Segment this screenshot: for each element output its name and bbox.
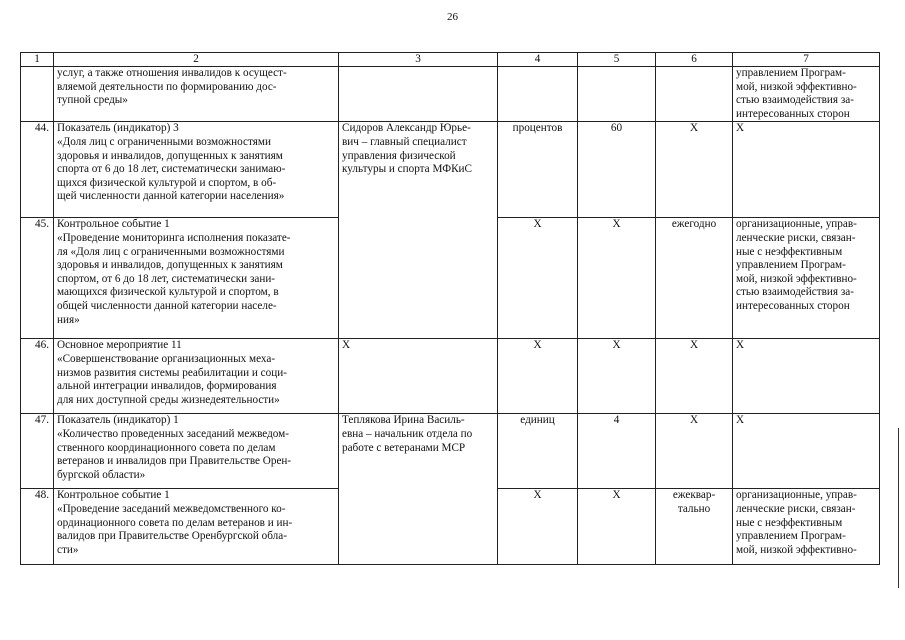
header-cell: 5	[578, 53, 656, 67]
unit-cell: единиц	[498, 414, 578, 489]
table-row	[21, 67, 880, 122]
event-name-cell: Основное мероприятие 11 «Совершенствование организационных меха- низмов развития системы реабилитации и соци- альной интеграции инвалидов, формирования для них доступной среды жизнедеятельности»	[54, 339, 339, 414]
value-cell: X	[578, 218, 656, 339]
event-name-cell: Контрольное событие 1 «Проведение мониторинга исполнения показате- ля «Доля лиц с ограниченными возможностями здоровья и инвалидов, допущенных к занятиям спортом, от 6 до 18 лет, систематически зани- мающихся физической культурой и спортом, в общей численности данной категории населе- ния»	[54, 218, 339, 339]
event-name-cell: Показатель (индикатор) 1 «Количество проведенных заседаний межведом- ственного координационного совета по делам ветеранов и инвалидов при Правительстве Орен- бургской области»	[54, 414, 339, 489]
value-cell	[578, 67, 656, 122]
table-row	[21, 414, 880, 489]
period-cell: X	[656, 339, 733, 414]
period-cell: X	[656, 122, 733, 218]
risk-cell: организационные, управ- ленческие риски, связан- ные с неэффективным управлением Програм- мой, низкой эффективно-	[733, 489, 880, 565]
responsible-cell: Теплякова Ирина Василь- евна – начальник отдела по работе с ветеранами МСР	[339, 414, 498, 565]
responsible-cell	[339, 67, 498, 122]
event-name-cell: Показатель (индикатор) 3 «Доля лиц с ограниченными возможностями здоровья и инвалидов, допущенных к занятиям спорта от 6 до 18 лет, систематически занимаю- щихся физической культурой и спортом, в об- щей численности данной категории населения»	[54, 122, 339, 218]
row-number-cell: 44.	[21, 122, 54, 218]
value-cell: 4	[578, 414, 656, 489]
plan-table	[20, 52, 880, 565]
value-cell: X	[578, 339, 656, 414]
responsible-cell: X	[339, 339, 498, 414]
unit-cell	[498, 67, 578, 122]
risk-cell: X	[733, 414, 880, 489]
risk-cell: управлением Програм- мой, низкой эффективно- стью взаимодействия за- интересованных сторон	[733, 67, 880, 122]
header-cell: 2	[54, 53, 339, 67]
row-number-cell: 47.	[21, 414, 54, 489]
row-number-cell: 48.	[21, 489, 54, 565]
unit-cell: процентов	[498, 122, 578, 218]
table-row	[21, 339, 880, 414]
unit-cell: X	[498, 339, 578, 414]
period-cell: X	[656, 414, 733, 489]
risk-cell: организационные, управ- ленческие риски, связан- ные с неэффективным управлением Програм- мой, низкой эффективно- стью взаимодействия за- интересованных сторон	[733, 218, 880, 339]
header-row	[21, 53, 880, 67]
risk-cell: X	[733, 122, 880, 218]
row-number-cell: 45.	[21, 218, 54, 339]
unit-cell: X	[498, 218, 578, 339]
row-number-cell: 46.	[21, 339, 54, 414]
event-name-cell: услуг, а также отношения инвалидов к осущест- вляемой деятельности по формированию дос- тупной среды»	[54, 67, 339, 122]
table-row	[21, 122, 880, 218]
value-cell: X	[578, 489, 656, 565]
period-cell: ежегодно	[656, 218, 733, 339]
period-cell: ежеквар- тально	[656, 489, 733, 565]
header-cell: 6	[656, 53, 733, 67]
row-number-cell	[21, 67, 54, 122]
period-cell	[656, 67, 733, 122]
risk-cell: X	[733, 339, 880, 414]
unit-cell: X	[498, 489, 578, 565]
responsible-cell: Сидоров Александр Юрье- вич – главный специалист управления физической культуры и спорта МФКиС	[339, 122, 498, 339]
value-cell: 60	[578, 122, 656, 218]
event-name-cell: Контрольное событие 1 «Проведение заседаний межведомственного ко- ординационного совета по делам ветеранов и ин- валидов при Правительстве Оренбургской обла- сти»	[54, 489, 339, 565]
header-cell: 4	[498, 53, 578, 67]
page-number: 26	[447, 11, 458, 23]
scan-edge-line	[898, 428, 899, 588]
header-cell: 3	[339, 53, 498, 67]
header-cell: 7	[733, 53, 880, 67]
header-cell: 1	[21, 53, 54, 67]
